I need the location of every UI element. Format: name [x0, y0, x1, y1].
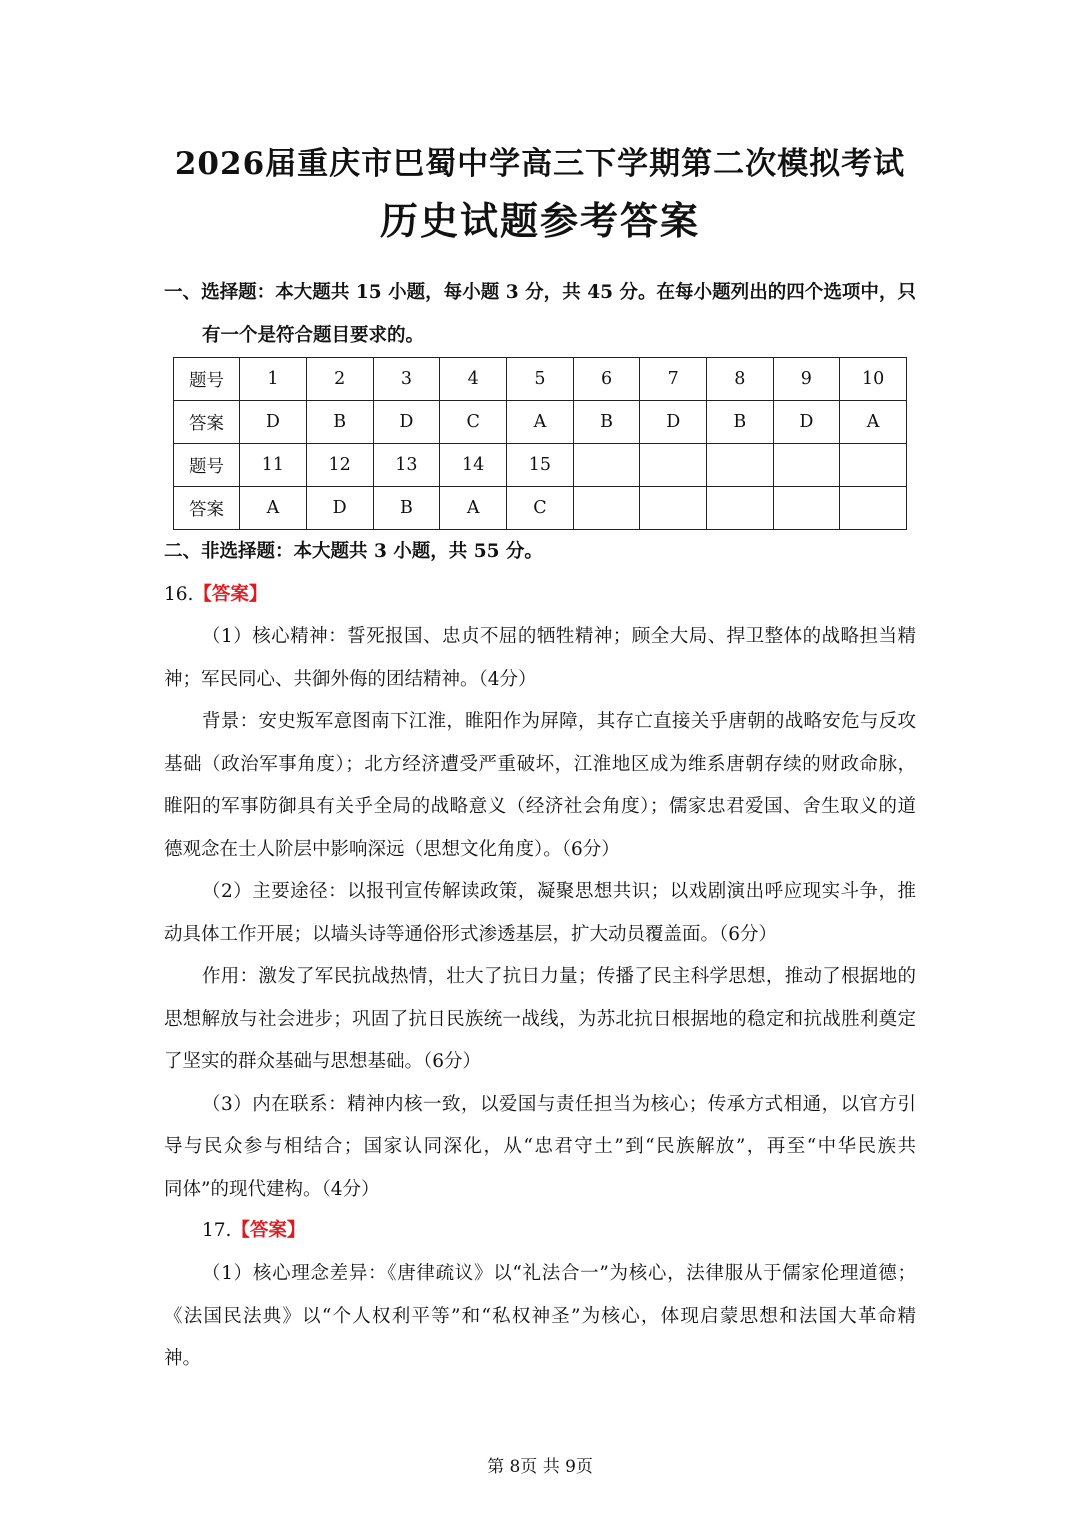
- table-cell: D: [773, 401, 840, 444]
- table-cell: B: [707, 401, 774, 444]
- section1-heading: 一、选择题：本大题共 15 小题，每小题 3 分，共 45 分。在每小题列出的四个选项中，只: [164, 282, 916, 303]
- table-cell: 11: [240, 444, 307, 487]
- answer-table: [173, 357, 907, 530]
- row-header-cell: 答案: [174, 487, 240, 530]
- table-cell: A: [440, 487, 507, 530]
- table-cell: 6: [573, 358, 640, 401]
- answer-text-line: 背景：安史叛军意图南下江淮，睢阳作为屏障，其存亡直接关乎唐朝的战略安危与反攻: [202, 711, 916, 732]
- table-cell: D: [306, 487, 373, 530]
- table-cell: [707, 444, 774, 487]
- table-cell: B: [373, 487, 440, 530]
- table-cell: 13: [373, 444, 440, 487]
- table-cell: 14: [440, 444, 507, 487]
- answer-text-line: （1）核心精神：誓死报国、忠贞不屈的牺牲精神；顾全大局、捍卫整体的战略担当精: [202, 626, 916, 647]
- table-cell: [573, 444, 640, 487]
- answer-text-line: 神；军民同心、共御外侮的团结精神。（4分）: [164, 668, 537, 690]
- q17-answer-tag: 【答案】: [231, 1220, 306, 1241]
- section2-heading: 二、非选择题：本大题共 3 小题，共 55 分。: [164, 541, 543, 562]
- answer-text-line: 动具体工作开展；以墙头诗等通俗形式渗透基层，扩大动员覆盖面。（6分）: [164, 923, 778, 945]
- row-header-cell: 答案: [174, 401, 240, 444]
- answer-text-line: 德观念在士人阶层中影响深远（思想文化角度）。（6分）: [164, 838, 620, 860]
- table-cell: D: [240, 401, 307, 444]
- q16-number: 16.: [164, 584, 194, 605]
- answer-key-title: 历史试题参考答案: [379, 198, 700, 243]
- page-footer: 第 8页 共 9页: [487, 1457, 593, 1477]
- table-cell: A: [840, 401, 907, 444]
- answer-text-line: 《法国民法典》以“个人权利平等”和“私权神圣”为核心，体现启蒙思想和法国大革命精: [164, 1305, 916, 1327]
- q16-answer-tag: 【答案】: [193, 584, 268, 605]
- table-cell: A: [240, 487, 307, 530]
- q17-number: 17.: [202, 1220, 232, 1241]
- answer-text-line: 基础（政治军事角度）；北方经济遭受严重破坏，江淮地区成为维系唐朝存续的财政命脉，: [164, 753, 916, 775]
- table-cell: 4: [440, 358, 507, 401]
- table-cell: A: [507, 401, 574, 444]
- table-cell: [773, 487, 840, 530]
- table-cell: [840, 444, 907, 487]
- table-cell: 12: [306, 444, 373, 487]
- table-cell: [707, 487, 774, 530]
- q17-heading: [202, 1218, 954, 1244]
- table-row: [174, 487, 907, 530]
- section1-heading-cont: 有一个是符合题目要求的。: [202, 325, 425, 346]
- answer-text-line: （3）内在联系：精神内核一致，以爱国与责任担当为核心；传承方式相通，以官方引: [202, 1093, 916, 1115]
- table-cell: [573, 487, 640, 530]
- table-cell: 9: [773, 358, 840, 401]
- answer-text-line: （2）主要途径：以报刊宣传解读政策，凝聚思想共识；以戏剧演出呼应现实斗争，推: [202, 881, 916, 902]
- table-row: [174, 444, 907, 487]
- table-cell: B: [306, 401, 373, 444]
- table-cell: 2: [306, 358, 373, 401]
- table-cell: 10: [840, 358, 907, 401]
- table-cell: C: [440, 401, 507, 444]
- table-cell: D: [640, 401, 707, 444]
- table-cell: [773, 444, 840, 487]
- answer-text-line: 导与民众参与相结合；国家认同深化，从“忠君守土”到“民族解放”，再至“中华民族共: [164, 1136, 916, 1157]
- table-cell: 5: [507, 358, 574, 401]
- table-cell: B: [573, 401, 640, 444]
- table-cell: [640, 487, 707, 530]
- answer-text-line: 思想解放与社会进步；巩固了抗日民族统一战线，为苏北抗日根据地的稳定和抗战胜利奠定: [164, 1008, 916, 1030]
- table-cell: 7: [640, 358, 707, 401]
- row-header-cell: 题号: [174, 358, 240, 401]
- answer-text-line: 作用：激发了军民抗战热情，壮大了抗日力量；传播了民主科学思想，推动了根据地的: [202, 966, 916, 987]
- table-cell: 3: [373, 358, 440, 401]
- q16-heading: [164, 582, 916, 608]
- table-cell: [640, 444, 707, 487]
- table-cell: 1: [240, 358, 307, 401]
- table-row: [174, 401, 907, 444]
- table-cell: 15: [507, 444, 574, 487]
- answer-text-line: 睢阳的军事防御具有关乎全局的战略意义（经济社会角度）；儒家忠君爱国、舍生取义的道: [164, 796, 916, 817]
- table-cell: 8: [707, 358, 774, 401]
- answer-text-line: 同体”的现代建构。（4分）: [164, 1178, 380, 1200]
- table-cell: [840, 487, 907, 530]
- table-row: [174, 358, 907, 401]
- row-header-cell: 题号: [174, 444, 240, 487]
- exam-title: 2026届重庆市巴蜀中学高三下学期第二次模拟考试: [174, 146, 906, 182]
- answer-text-line: （1）核心理念差异：《唐律疏议》以“礼法合一”为核心，法律服从于儒家伦理道德；: [202, 1263, 916, 1284]
- table-cell: D: [373, 401, 440, 444]
- table-cell: C: [507, 487, 574, 530]
- answer-text-line: 神。: [164, 1348, 202, 1369]
- answer-text-line: 了坚实的群众基础与思想基础。（6分）: [164, 1051, 482, 1072]
